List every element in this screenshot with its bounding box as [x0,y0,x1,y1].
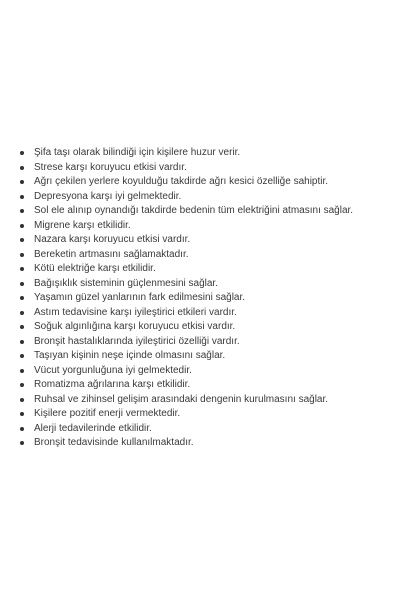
list-item [18,219,353,234]
benefit-text: Kişilere pozitif enerji vermektedir. [34,408,181,419]
benefit-text: Romatizma ağrılarına karşı etkilidir. [34,379,191,390]
list-item [18,393,353,408]
benefit-text: Strese karşı koruyucu etkisi vardır. [34,161,187,173]
list-item [18,364,353,379]
list-item [18,161,353,176]
benefit-text: Bereketin artmasını sağlamaktadır. [34,248,189,260]
bullet-icon [20,441,24,445]
list-item [18,262,353,277]
bullet-icon [20,151,24,155]
bullet-icon [20,325,24,329]
benefit-text: Taşıyan kişinin neşe içinde olmasını sağlar. [34,350,226,361]
list-item [18,248,353,263]
bullet-icon [20,166,24,170]
list-item [18,146,353,161]
list-item [18,320,353,335]
benefit-text: Migrene karşı etkilidir. [34,219,131,231]
list-item [18,407,353,422]
benefit-text: Alerji tedavilerinde etkilidir. [34,422,152,434]
list-item [18,335,353,350]
benefit-text: Soğuk algınlığına karşı koruyucu etkisi vardır. [34,321,236,332]
bullet-icon [20,195,24,199]
list-item [18,349,353,364]
bullet-icon [20,311,24,315]
list-item [18,436,353,451]
benefit-text: Ağrı çekilen yerlere koyulduğu takdirde ağrı kesici özelliğe sahiptir. [34,176,329,187]
benefit-text: Nazara karşı koruyucu etkisi vardır. [34,234,191,245]
bullet-icon [20,253,24,257]
list-item [18,204,353,219]
list-item [18,291,353,306]
benefit-text: Şifa taşı olarak bilindiği için kişilere huzur verir. [34,147,241,158]
benefit-text: Astım tedavisine karşı iyileştirici etkileri vardır. [34,306,237,318]
bullet-icon [20,180,24,184]
bullet-icon [20,383,24,387]
bullet-icon [20,224,24,228]
benefit-text: Vücut yorgunluğuna iyi gelmektedir. [34,364,192,376]
benefit-text: Sol ele alınıp oynandığı takdirde bedenin tüm elektriğini atmasını sağlar. [34,205,354,216]
benefit-text: Bronşit hastalıklarında iyileştirici özelliği vardır. [34,335,240,347]
list-item [18,175,353,190]
bullet-icon [20,398,24,402]
bullet-icon [20,354,24,358]
benefits-list [18,146,353,451]
benefit-text: Bağışıklık sisteminin güçlenmesini sağlar. [34,277,218,289]
bullet-icon [20,340,24,344]
list-item [18,233,353,248]
bullet-icon [20,412,24,416]
list-item [18,190,353,205]
bullet-icon [20,427,24,431]
bullet-icon [20,282,24,286]
benefit-text: Ruhsal ve zihinsel gelişim arasındaki dengenin kurulmasını sağlar. [34,393,329,405]
benefit-text: Kötü elektriğe karşı etkilidir. [34,263,156,274]
bullet-icon [20,369,24,373]
bullet-icon [20,267,24,271]
list-item [18,306,353,321]
bullet-icon [20,296,24,300]
list-item [18,422,353,437]
bullet-icon [20,238,24,242]
benefit-text: Depresyona karşı iyi gelmektedir. [34,190,182,202]
list-item [18,277,353,292]
benefit-text: Bronşit tedavisinde kullanılmaktadır. [34,437,194,448]
list-item [18,378,353,393]
bullet-icon [20,209,24,213]
benefit-text: Yaşamın güzel yanlarının fark edilmesini sağlar. [34,292,246,303]
